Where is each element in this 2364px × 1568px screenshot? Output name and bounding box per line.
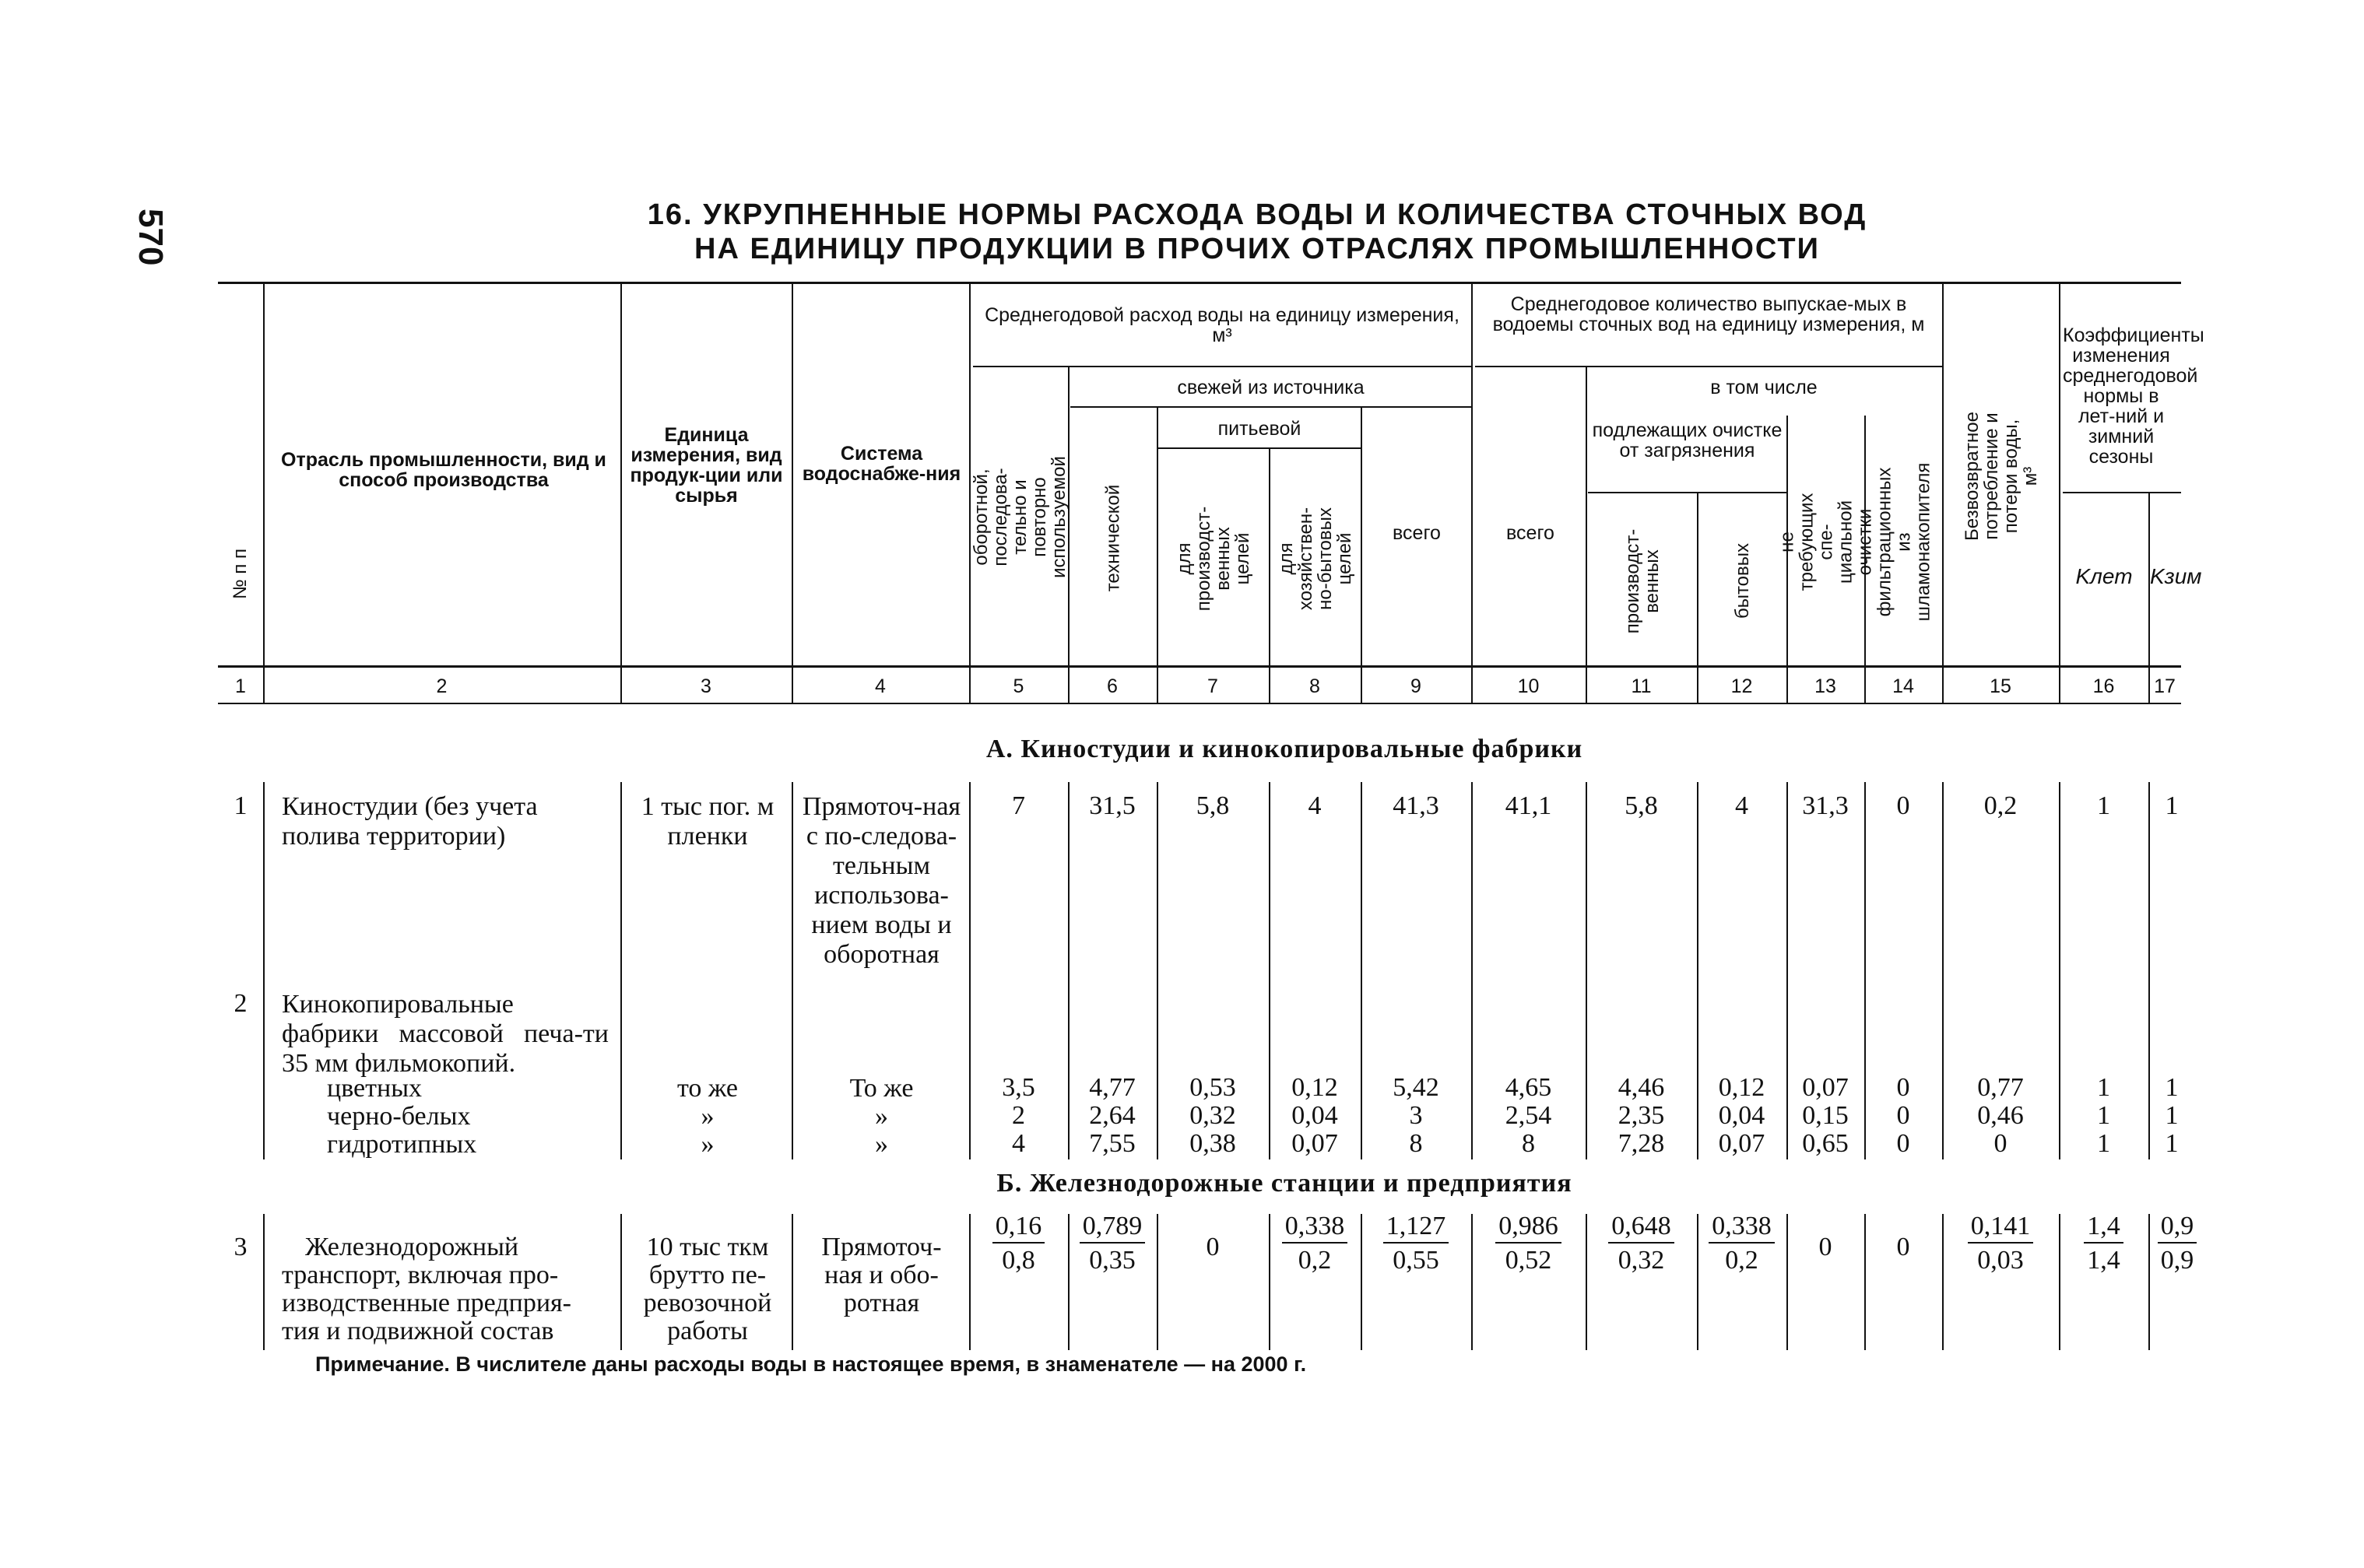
row-unit-line: брутто пе- [648, 1261, 767, 1289]
fraction-cell [1586, 1211, 1697, 1278]
row-name: Кинокопировальные фабрики массовой печа-ти 35 мм фильмокопий. [282, 990, 609, 1078]
colnum: 7 [1207, 675, 1218, 697]
body-vline [620, 1214, 622, 1350]
cell: 4,65 [1505, 1073, 1552, 1102]
row-system [798, 1233, 965, 1317]
header-col3: Единица измерения, вид продук-ции или сырья [630, 424, 783, 507]
colnum: 12 [1730, 675, 1753, 697]
colnum: 17 [2154, 675, 2176, 697]
fraction-cell [2059, 1211, 2148, 1278]
row-unit-line: 10 тыс ткм [646, 1233, 769, 1261]
row-name [282, 1233, 616, 1345]
vline-8 [1361, 408, 1362, 703]
subrow-system: » [875, 1102, 888, 1131]
subrow-name: черно-белых [327, 1102, 471, 1131]
header-incl: в том числе [1710, 377, 1818, 398]
colnum: 6 [1107, 675, 1118, 697]
cell: 0 [1896, 1233, 1910, 1261]
cell: 7,55 [1089, 1129, 1136, 1158]
row-system-line: ротная [843, 1289, 920, 1317]
header-group-5-9: Среднегодовой расход воды на единицу измерения, м³ [985, 304, 1459, 346]
fraction-cell [1361, 1211, 1471, 1278]
denominator: 0,52 [1505, 1246, 1552, 1275]
cell: 0,04 [1718, 1101, 1765, 1130]
header-col17: Kзим [2150, 564, 2202, 588]
denominator: 0,32 [1618, 1246, 1665, 1275]
header-col15: Безвозвратное потребление и потери воды, м³ [1962, 411, 2041, 541]
cell: 0,04 [1291, 1101, 1338, 1130]
fraction-cell [1697, 1211, 1786, 1278]
cell: 3 [1409, 1101, 1423, 1130]
cell: 0 [1896, 1129, 1910, 1158]
vline-2 [620, 283, 622, 703]
cell: 1 [2097, 1129, 2110, 1158]
denominator: 0,9 [2160, 1246, 2194, 1275]
numerator: 0,9 [2158, 1211, 2197, 1244]
cell: 31,5 [1089, 791, 1136, 820]
cell: 0 [1896, 1073, 1910, 1102]
cell: 0,53 [1189, 1073, 1236, 1102]
vline-1 [263, 283, 265, 703]
cell: 3,5 [1002, 1073, 1035, 1102]
cell: 0,38 [1189, 1129, 1236, 1158]
colnum: 14 [1892, 675, 1914, 697]
cell: 0,07 [1802, 1073, 1849, 1102]
cell: 0 [1818, 1233, 1832, 1261]
rule-h3 [1070, 406, 1471, 408]
cell: 0,07 [1718, 1129, 1765, 1158]
row-unit-line: работы [667, 1317, 748, 1345]
colnum: 13 [1814, 675, 1836, 697]
row-system: Прямоточ-ная с по-следова-тельным использова-нием воды и оборотная [802, 792, 961, 969]
vline-3 [792, 283, 793, 703]
numerator: 0,986 [1495, 1211, 1561, 1244]
cell: 2 [1012, 1101, 1025, 1130]
header-col2: Отрасль промышленности, вид и способ производства [281, 449, 606, 491]
body-vline [792, 782, 793, 1159]
cell: 1 [2165, 1073, 2179, 1102]
colnum: 11 [1631, 675, 1652, 697]
row-name-line: Железнодорожный [305, 1233, 519, 1261]
header-col1: № п п [230, 548, 251, 600]
colnum: 16 [2092, 675, 2115, 697]
header-col11: производст-венных [1622, 528, 1663, 633]
denominator: 0,03 [1977, 1246, 2024, 1275]
header-group-10-14: Среднегодовое количество выпускае-мых в водоемы сточных вод на единицу измерения, м [1492, 293, 1925, 335]
fraction-cell [1068, 1211, 1157, 1278]
fraction-cell [2150, 1211, 2204, 1278]
cell: 5,8 [1196, 791, 1230, 820]
cell: 7 [1012, 791, 1025, 820]
subrow-system: » [875, 1130, 888, 1159]
subrow-system: То же [849, 1074, 914, 1103]
denominator: 1,4 [2087, 1246, 2120, 1275]
cell: 1 [2165, 791, 2179, 820]
numerator: 1,127 [1383, 1211, 1449, 1244]
row-name-line: тия и подвижной состав [282, 1317, 554, 1345]
cell: 5,8 [1625, 791, 1658, 820]
header-cleaning: подлежащих очистке от загрязнения [1592, 419, 1783, 461]
header-col4: Система водоснабже-ния [802, 443, 961, 485]
cell: 0,46 [1977, 1101, 2024, 1130]
row-system-line: Прямоточ- [821, 1233, 942, 1261]
page-number: 570 [132, 209, 170, 266]
colnum: 5 [1013, 675, 1024, 697]
header-col8: для хозяйствен-но-бытовых целей [1276, 507, 1355, 610]
header-col7: для производст-венных целей [1174, 506, 1253, 611]
denominator: 0,55 [1393, 1246, 1439, 1275]
body-vline [263, 782, 265, 1159]
cell: 1 [2165, 1129, 2179, 1158]
cell: 4 [1012, 1129, 1025, 1158]
header-col9: всего [1393, 522, 1441, 544]
rule-h6 [2063, 492, 2181, 493]
cell: 2,35 [1618, 1101, 1665, 1130]
row-number: 1 [234, 791, 248, 820]
row-number: 2 [234, 989, 248, 1018]
rule-colnums-bottom [218, 703, 2181, 704]
numerator: 1,4 [2084, 1211, 2123, 1244]
cell: 5,42 [1393, 1073, 1439, 1102]
colnum: 4 [875, 675, 886, 697]
row-system-line: ная и обо- [824, 1261, 939, 1289]
fraction-cell [969, 1211, 1068, 1278]
cell: 0,2 [1983, 791, 2018, 820]
row-name: Киностудии (без учета полива территории) [282, 792, 538, 851]
header-col14: фильтрационных из шламонакопителя [1874, 462, 1934, 622]
subrow-unit: » [701, 1130, 715, 1159]
cell: 41,1 [1505, 791, 1552, 820]
fraction-cell [1942, 1211, 2059, 1278]
header-col6: технической [1102, 484, 1124, 592]
rule-h4 [1158, 447, 1361, 449]
vline-15 [2059, 283, 2060, 703]
fraction-cell [1471, 1211, 1586, 1278]
cell: 8 [1409, 1129, 1423, 1158]
cell: 2,54 [1505, 1101, 1552, 1130]
cell: 4 [1735, 791, 1748, 820]
colnum: 1 [235, 675, 246, 697]
subrow-name: гидротипных [327, 1130, 477, 1159]
colnum: 8 [1309, 675, 1320, 697]
denominator: 0,8 [1002, 1246, 1035, 1275]
cell: 1 [2097, 1101, 2110, 1130]
header-col13: не требующих спе-циальной очистки [1776, 493, 1876, 591]
table-title-line1: 16. УКРУПНЕННЫЕ НОРМЫ РАСХОДА ВОДЫ И КОЛИЧЕСТВА СТОЧНЫХ ВОД [647, 198, 1867, 231]
subrow-unit: » [701, 1102, 715, 1131]
cell: 0,12 [1291, 1073, 1338, 1102]
section-a-heading: А. Киностудии и кинокопировальные фабрики [985, 735, 1583, 763]
numerator: 0,648 [1608, 1211, 1674, 1244]
denominator: 0,2 [1725, 1246, 1758, 1275]
numerator: 0,789 [1080, 1211, 1146, 1244]
row-name-line: транспорт, включая про- [282, 1261, 559, 1289]
header-col5: оборотной, последова-тельно и повторно используемой [970, 455, 1070, 578]
header-fresh: свежей из источника [1177, 377, 1365, 398]
cell: 1 [2097, 791, 2110, 820]
rule-h1 [973, 366, 1471, 367]
rule-h2 [1475, 366, 1942, 367]
header-group-16-17: Коэффициенты изменения среднегодовой нормы в лет-ний и зимний сезоны [2063, 324, 2204, 468]
header-col16: Kлет [2075, 564, 2133, 588]
numerator: 0,338 [1282, 1211, 1348, 1244]
cell: 4 [1308, 791, 1322, 820]
rule-top [218, 282, 2181, 284]
row-unit [627, 1233, 789, 1345]
cell: 31,3 [1802, 791, 1849, 820]
subrow-unit: то же [676, 1074, 739, 1103]
section-b-heading: Б. Железнодорожные станции и предприятия [996, 1169, 1572, 1198]
colnum: 10 [1517, 675, 1540, 697]
row-unit-line: ревозочной [643, 1289, 772, 1317]
table-title-line2: НА ЕДИНИЦУ ПРОДУКЦИИ В ПРОЧИХ ОТРАСЛЯХ ПРОМЫШЛЕННОСТИ [694, 233, 1820, 265]
cell: 8 [1522, 1129, 1535, 1158]
cell: 0,15 [1802, 1101, 1849, 1130]
cell: 0,12 [1718, 1073, 1765, 1102]
body-vline [792, 1214, 793, 1350]
vline-16 [2148, 493, 2150, 703]
numerator: 0,338 [1709, 1211, 1775, 1244]
denominator: 0,35 [1089, 1246, 1136, 1275]
header-potable: питьевой [1217, 418, 1301, 440]
cell: 0 [1206, 1233, 1220, 1261]
cell: 7,28 [1618, 1129, 1665, 1158]
cell: 0,65 [1802, 1129, 1849, 1158]
cell: 4,77 [1089, 1073, 1136, 1102]
colnum: 3 [701, 675, 711, 697]
colnum: 15 [1990, 675, 2011, 697]
vline-9 [1471, 283, 1473, 703]
fraction-cell [1269, 1211, 1361, 1278]
body-vline [620, 782, 622, 1159]
vline-10 [1586, 367, 1587, 703]
colnum: 2 [436, 675, 448, 697]
rule-header-bottom [218, 665, 2181, 668]
colnum: 9 [1410, 675, 1421, 697]
cell: 0 [1896, 791, 1910, 820]
rule-h5 [1588, 492, 1786, 493]
row-name-line: изводственные предприя- [282, 1289, 571, 1317]
cell: 0,32 [1189, 1101, 1236, 1130]
row-unit: 1 тыс пог. м пленки [641, 792, 775, 851]
cell: 0 [1896, 1101, 1910, 1130]
cell: 1 [2097, 1073, 2110, 1102]
subrow-name: цветных [327, 1074, 423, 1103]
body-vline [263, 1214, 265, 1350]
cell: 41,3 [1393, 791, 1439, 820]
header-col12: бытовых [1731, 542, 1753, 619]
cell: 0,07 [1291, 1129, 1338, 1158]
numerator: 0,141 [1968, 1211, 2034, 1244]
table-note: Примечание. В числителе даны расходы воды в настоящее время, в знаменателе — на 2000 г. [315, 1352, 1307, 1376]
row-number: 3 [234, 1233, 248, 1261]
header-col10: всего [1506, 522, 1554, 544]
cell: 0 [1993, 1129, 2007, 1158]
cell: 2,64 [1089, 1101, 1136, 1130]
cell: 0,77 [1977, 1073, 2024, 1102]
denominator: 0,2 [1298, 1246, 1332, 1275]
numerator: 0,16 [992, 1211, 1045, 1244]
cell: 1 [2165, 1101, 2179, 1130]
cell: 4,46 [1618, 1073, 1665, 1102]
